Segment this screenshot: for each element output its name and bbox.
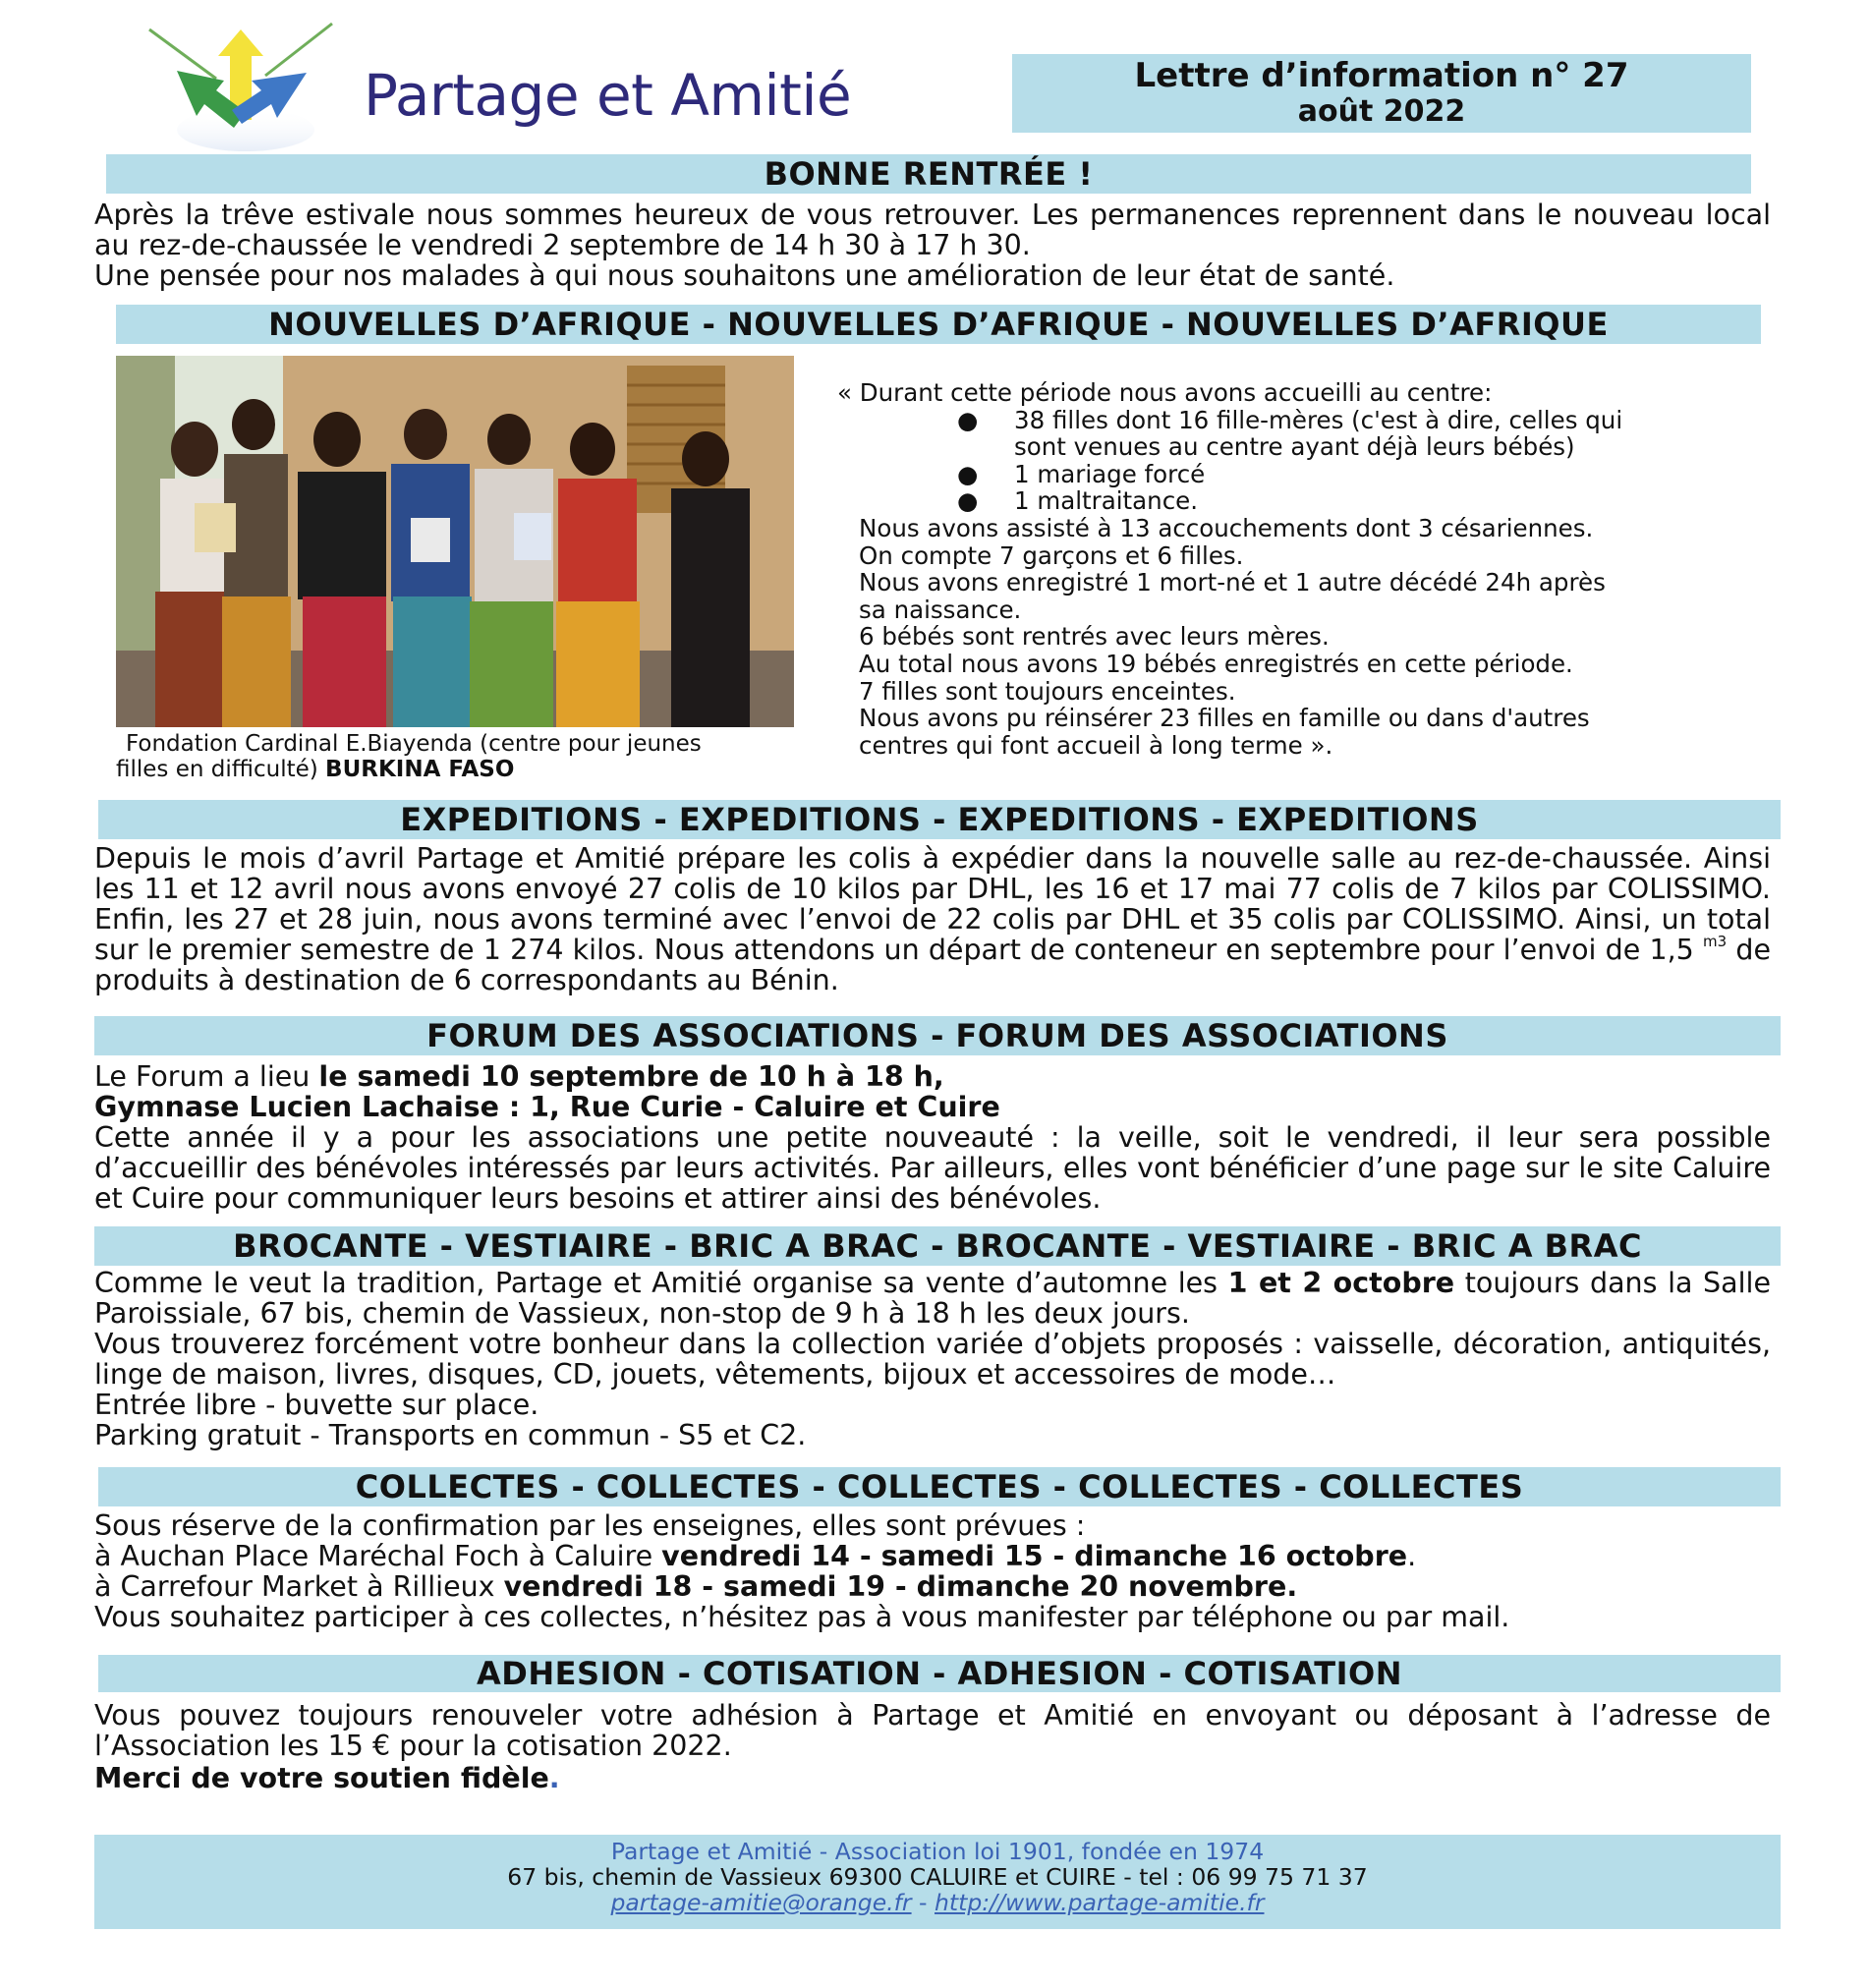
forum-text (94, 1061, 1771, 1214)
expeditions-text (94, 843, 1771, 995)
afrique-line: On compte 7 garçons et 6 filles. (859, 540, 1244, 570)
brocante-text-place: toujours dans la Salle Paroissiale, 67 bis, chemin de Vassieux, non-stop de 9 h à 18 h les deux jours. (94, 1267, 1771, 1330)
brocante-text (94, 1268, 1771, 1450)
bullet-icon: ● (957, 486, 979, 516)
brocante-text-intro: Comme le veut la tradition, Partage et Amitié organise sa vente d’automne les (94, 1267, 1218, 1299)
adhesion-thanks-line (94, 1763, 1771, 1793)
section-title-collectes: COLLECTES - COLLECTES - COLLECTES - COLLECTES - COLLECTES (98, 1467, 1781, 1506)
brocante-paragraph-2: Vous trouverez forcément votre bonheur dans la collection variée d’objets proposés : vaisselle, décoration, antiquités, linge de maison, livres, disques, CD, jouets, vêtements, bijoux et accessoires de mode… (94, 1328, 1771, 1391)
collectes-contact-line: Vous souhaitez participer à ces collectes, n’hésitez pas à vous manifester par téléphone ou par mail. (94, 1601, 1510, 1633)
footer-association: Partage et Amitié - Association loi 1901, fondée en 1974 (610, 1838, 1265, 1865)
section-title-expeditions: EXPEDITIONS - EXPEDITIONS - EXPEDITIONS - EXPEDITIONS (98, 800, 1781, 839)
afrique-bullet-1 (837, 407, 1761, 434)
collectes-auchan-line (94, 1541, 1771, 1571)
rentree-paragraph-1: Après la trêve estivale nous sommes heureux de vous retrouver. Les permanences reprennent dans le nouveau local au rez-de-chaussée le vendredi 2 septembre de 14 h 30 à 17 h 30. (94, 199, 1771, 261)
brocante-parking-line: Parking gratuit - Transports en commun - S5 et C2. (94, 1419, 807, 1451)
forum-location: Gymnase Lucien Lachaise : 1, Rue Curie - Caluire et Cuire (94, 1091, 1000, 1123)
afrique-line: 7 filles sont toujours enceintes. (859, 676, 1236, 706)
expeditions-paragraph (94, 843, 1771, 995)
photo-caption (116, 731, 804, 782)
brocante-paragraph-1 (94, 1268, 1771, 1329)
forum-paragraph: Cette année il y a pour les associations une petite nouveauté : la veille, soit le vendredi, il leur sera possible d’accueillir des bénévoles intéressés par leurs activités. Par ailleurs, elles vont bénéficier d’une page sur le site Caluire et Cuire pour communiquer leurs besoins et attirer ainsi des bénévoles. (94, 1121, 1771, 1215)
collectes-carrefour-place: à Carrefour Market à Rillieux (94, 1570, 495, 1603)
afrique-intro: « Durant cette période nous avons accueilli au centre: (837, 378, 1493, 407)
afrique-line: Nous avons pu réinsérer 23 filles en famille ou dans d'autres (859, 704, 1590, 733)
adhesion-thanks-end: . (548, 1762, 560, 1794)
section-title-adhesion: ADHESION - COTISATION - ADHESION - COTISATION (98, 1655, 1781, 1692)
footer-links (94, 1890, 1781, 1915)
letter-title: Lettre d’information n° 27 (1134, 56, 1629, 95)
afrique-line: sa naissance. (859, 595, 1022, 624)
brocante-dates: 1 et 2 octobre (1227, 1267, 1455, 1299)
collectes-carrefour-dates: vendredi 18 - samedi 19 - dimanche 20 novembre. (503, 1570, 1298, 1603)
section-title-forum: FORUM DES ASSOCIATIONS - FORUM DES ASSOCIATIONS (94, 1016, 1781, 1055)
afrique-bullet-3-text: 1 maltraitance. (1014, 486, 1199, 516)
afrique-bullet-2 (837, 461, 1761, 488)
collectes-auchan-place: à Auchan Place Maréchal Foch à Caluire (94, 1540, 653, 1572)
footer-website-link[interactable]: http://www.partage-amitie.fr (935, 1889, 1265, 1916)
afrique-bullet-2-text: 1 mariage forcé (1014, 459, 1206, 488)
footer (94, 1835, 1781, 1929)
afrique-line: 6 bébés sont rentrés avec leurs mères. (859, 622, 1330, 652)
afrique-report (837, 379, 1761, 759)
footer-email-link[interactable]: partage-amitie@orange.fr (610, 1889, 912, 1916)
afrique-line: Nous avons enregistré 1 mort-né et 1 autre décédé 24h après (859, 568, 1606, 597)
caption-line-2 (116, 757, 804, 782)
expeditions-text-end: de produits à destination de 6 correspondants au Bénin. (94, 934, 1772, 996)
afrique-line: Au total nous avons 19 bébés enregistrés en cette période. (859, 649, 1573, 678)
forum-date-intro: Le Forum a lieu (94, 1060, 311, 1093)
afrique-bullet-1-continued: sont venues au centre ayant déjà leurs bébés) (1014, 432, 1575, 462)
afrique-bullet-1-text: 38 filles dont 16 fille-mères (c'est à dire, celles qui (1014, 405, 1623, 434)
collectes-carrefour-line (94, 1571, 1771, 1602)
section-title-rentree: BONNE RENTRÉE ! (106, 154, 1751, 194)
collectes-intro: Sous réserve de la confirmation par les enseignes, elles sont prévues : (94, 1509, 1086, 1542)
rentree-text (94, 199, 1771, 291)
forum-date-line (94, 1061, 1771, 1092)
caption-country: BURKINA FASO (325, 757, 515, 782)
rentree-paragraph-2: Une pensée pour nos malades à qui nous souhaitons une amélioration de leur état de santé. (94, 259, 1395, 292)
unit-m3: m3 (1703, 932, 1728, 950)
forum-location-line (94, 1092, 1771, 1122)
letter-header-box (1012, 54, 1751, 133)
afrique-line: Nous avons assisté à 13 accouchements dont 3 césariennes. (859, 513, 1594, 542)
letter-date: août 2022 (1297, 94, 1466, 129)
collectes-auchan-dates: vendredi 14 - samedi 15 - dimanche 16 octobre (661, 1540, 1408, 1572)
footer-separator: - (911, 1889, 935, 1916)
afrique-bullet-3 (837, 487, 1761, 515)
bullet-icon: ● (957, 405, 979, 434)
brand-name: Partage et Amitié (364, 62, 852, 129)
caption-line-1: Fondation Cardinal E.Biayenda (centre pour jeunes (126, 731, 702, 757)
brocante-entry-line: Entrée libre - buvette sur place. (94, 1389, 539, 1421)
footer-address: 67 bis, chemin de Vassieux 69300 CALUIRE et CUIRE - tel : 06 99 75 71 37 (507, 1863, 1368, 1891)
bullet-icon: ● (957, 459, 979, 488)
adhesion-thanks: Merci de votre soutien fidèle (94, 1762, 549, 1794)
caption-line-2-text: filles en difficulté) (116, 757, 318, 782)
adhesion-paragraph: Vous pouvez toujours renouveler votre adhésion à Partage et Amitié en envoyant ou déposant à l’adresse de l’Association les 15 € pour la cotisation 2022. (94, 1699, 1771, 1762)
afrique-line: centres qui font accueil à long terme ». (859, 730, 1333, 760)
section-title-brocante: BROCANTE - VESTIAIRE - BRIC A BRAC - BROCANTE - VESTIAIRE - BRIC A BRAC (94, 1226, 1781, 1266)
adhesion-text (94, 1700, 1771, 1793)
expeditions-text-main: Depuis le mois d’avril Partage et Amitié prépare les colis à expédier dans la nouvelle salle au rez-de-chaussée. Ainsi les 11 et 12 avril nous avons envoyé 27 colis de 10 kilos par DHL, les 16 et 17 mai 77 colis de 7 kilos par COLISSIMO. Enfin, les 27 et 28 juin, nous avons terminé avec l’envoi de 22 colis par DHL et 35 colis par COLISSIMO. Ainsi, un total sur le premier semestre de 1 274 kilos. Nous attendons un départ de conteneur en septembre pour l’envoi de 1,5 (94, 842, 1771, 966)
forum-date: le samedi 10 septembre de 10 h à 18 h, (318, 1060, 944, 1093)
collectes-auchan-end: . (1407, 1540, 1417, 1572)
logo-icon (147, 22, 334, 154)
section-title-afrique: NOUVELLES D’AFRIQUE - NOUVELLES D’AFRIQUE - NOUVELLES D’AFRIQUE (116, 305, 1761, 344)
photo-group-women (116, 356, 794, 727)
collectes-text (94, 1510, 1771, 1632)
